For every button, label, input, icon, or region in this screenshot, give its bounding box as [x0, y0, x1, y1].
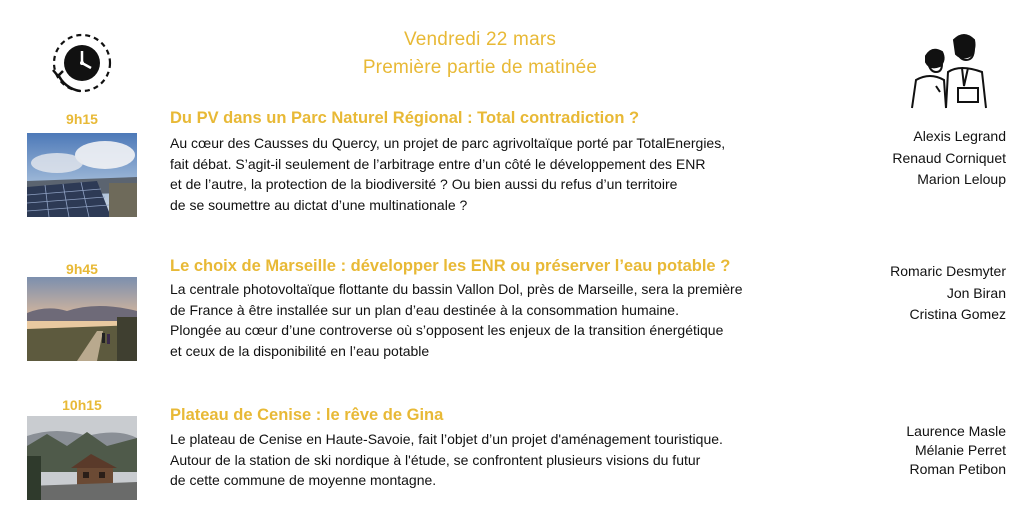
- clock-icon: [44, 30, 116, 96]
- description-line: Au cœur des Causses du Quercy, un projet de parc agrivoltaïque porté par TotalEnergies,: [170, 135, 726, 151]
- event-subtitle: Première partie de matinée: [362, 57, 598, 78]
- event-date: Vendredi 22 mars: [403, 29, 557, 50]
- speakers-illustration-icon: [906, 28, 996, 110]
- description-line: et ceux de la disponibilité en l’eau potable: [170, 342, 430, 359]
- session-time: 9h45: [66, 261, 98, 277]
- session-speakers: [890, 261, 1006, 326]
- speaker-name: Romaric Desmyter: [890, 263, 1006, 279]
- speaker-name: Roman Petibon: [909, 461, 1006, 477]
- description-line: Plongée au cœur d’une controverse où s’opposent les enjeux de la transition énergétique: [170, 322, 724, 338]
- speaker-name: Mélanie Perret: [914, 442, 1006, 458]
- session-speakers: [892, 126, 1006, 191]
- speaker-name: Marion Leloup: [917, 171, 1006, 187]
- description-line: La centrale photovoltaïque flottante du bassin Vallon Dol, près de Marseille, sera la première: [170, 281, 743, 297]
- speaker-name: Jon Biran: [946, 284, 1006, 301]
- description-line: et de l’autre, la protection de la biodiversité ? Ou bien aussi du refus d’un territoire: [170, 176, 678, 192]
- description-line: Autour de la station de ski nordique à l'étude, se confrontent plusieurs visions du futur: [170, 451, 701, 468]
- session-speakers: [906, 422, 1006, 479]
- session-description: [170, 279, 743, 361]
- description-line: de se soumettre au dictat d’une multinationale ?: [170, 196, 468, 213]
- session-description: [170, 429, 723, 491]
- session-time: 10h15: [62, 397, 102, 413]
- session-photo-lake-sunset: [27, 277, 137, 361]
- description-line: fait débat. S’agit-il seulement de l’arbitrage entre d’un côté le développement des ENR: [170, 155, 706, 172]
- description-line: Le plateau de Cenise en Haute-Savoie, fait l’objet d’un projet d'aménagement touristique.: [170, 431, 723, 447]
- session-time: 9h15: [66, 111, 98, 127]
- session-title: Le choix de Marseille : développer les ENR ou préserver l’eau potable ?: [170, 257, 731, 275]
- session-description: [170, 133, 725, 215]
- session-title: Plateau de Cenise : le rêve de Gina: [170, 406, 444, 424]
- session-photo-solar-farm: [27, 133, 137, 217]
- description-line: de France à être installée sur un plan d’eau destinée à la consommation humaine.: [170, 301, 679, 318]
- speaker-name: Laurence Masle: [906, 423, 1006, 439]
- speaker-name: Alexis Legrand: [913, 128, 1006, 144]
- speaker-name: Renaud Corniquet: [892, 149, 1006, 166]
- session-photo-mountain-chalet: [27, 416, 137, 500]
- description-line: de cette commune de moyenne montagne.: [170, 472, 437, 488]
- session-title: Du PV dans un Parc Naturel Régional : Total contradiction ?: [170, 109, 640, 127]
- speaker-name: Cristina Gomez: [909, 306, 1006, 322]
